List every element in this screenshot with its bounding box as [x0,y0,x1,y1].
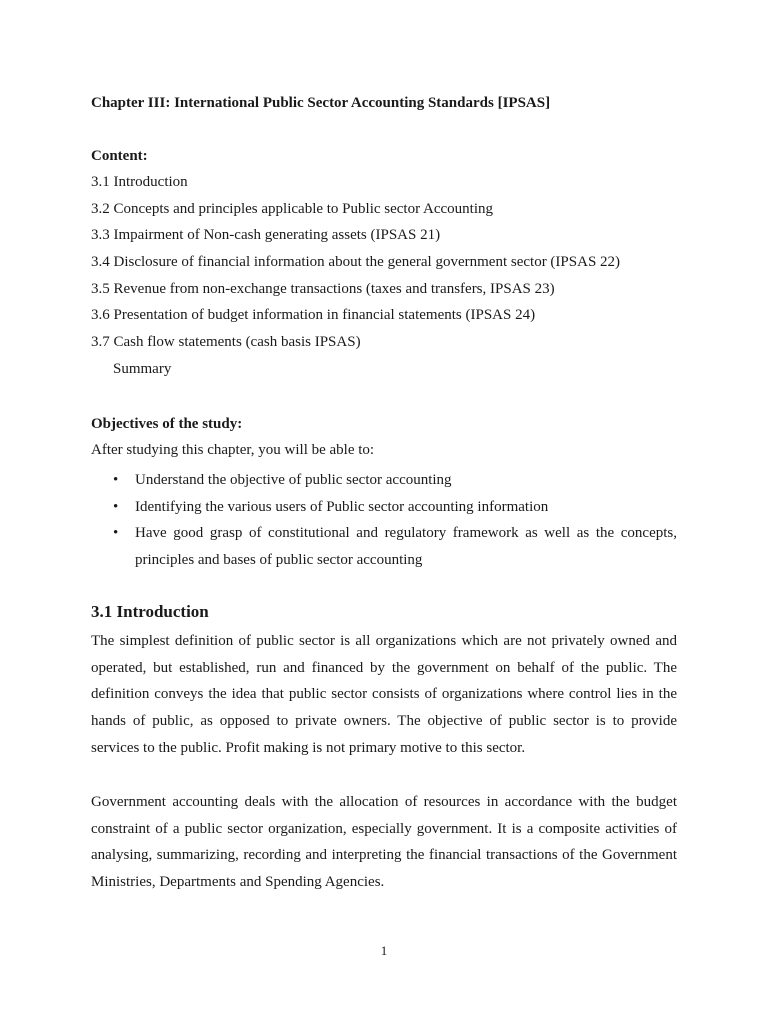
toc-item-summary: Summary [113,360,172,377]
toc-item-3-3: 3.3 Impairment of Non-cash generating assets (IPSAS 21) [91,227,441,244]
objective-text: Understand the objective of public sector accounting [135,472,452,488]
bullet-icon: • [113,472,119,488]
table-of-contents [91,172,620,386]
objective-text: Identifying the various users of Public sector accounting information [135,498,549,515]
objective-item [91,494,677,521]
page-number: 1 [380,943,388,958]
toc-item-3-5: 3.5 Revenue from non-exchange transactions (taxes and transfers, IPSAS 23) [91,280,555,297]
toc-item-3-2: 3.2 Concepts and principles applicable to Public sector Accounting [91,200,493,217]
bullet-icon: • [113,498,119,515]
body-paragraph: The simplest definition of public sector is all organizations which are not privately owned and operated, but established, run and financed by the government on behalf of the public. The definition conveys the idea that public sector consists of organizations where control lies in the hands of public, as opposed to private owners. The objective of public sector is to provide services to the public. Profit making is not primary motive to this sector. [91,633,677,756]
objectives-list [91,467,677,574]
objective-item [91,520,677,573]
objectives-heading: Objectives of the study: [91,416,243,432]
toc-item-3-6: 3.6 Presentation of budget information in financial statements (IPSAS 24) [91,307,536,324]
section-heading: 3.1 Introduction [91,602,209,621]
objectives-intro: After studying this chapter, you will be able to: [91,442,375,458]
objective-item [91,467,677,494]
chapter-title: Chapter III: International Public Sector Accounting Standards [IPSAS] [91,95,551,111]
objective-text: Have good grasp of constitutional and regulatory framework as well as the concepts, principles and bases of public sector accounting [135,525,677,569]
toc-item-3-7: 3.7 Cash flow statements (cash basis IPSAS) [91,334,361,351]
content-heading: Content: [91,148,148,164]
bullet-icon: • [113,525,119,542]
toc-item-3-4: 3.4 Disclosure of financial information about the general government sector (IPSAS 22) [91,254,621,271]
body-paragraph: Government accounting deals with the allocation of resources in accordance with the budget constraint of a public sector organization, especially government. It is a composite activities of analysing, summarizing, recording and interpreting the financial transactions of the Government Ministries, Departments and Spending Agencies. [91,794,677,891]
toc-item-3-1: 3.1 Introduction [91,174,188,190]
